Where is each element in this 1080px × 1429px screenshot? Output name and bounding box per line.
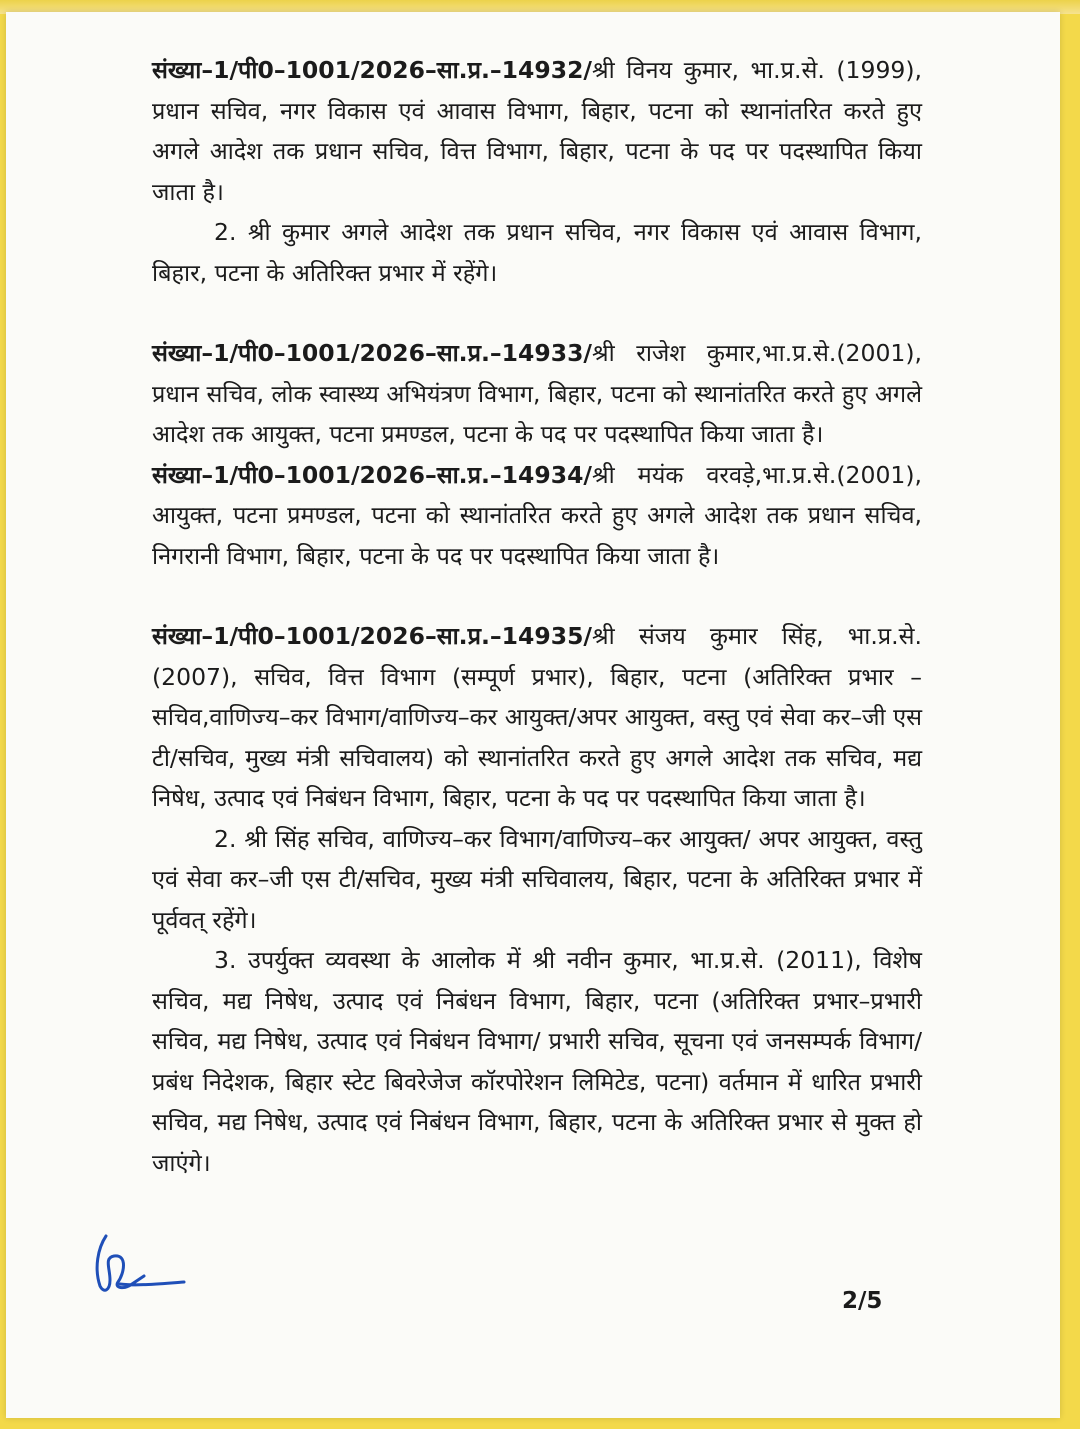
order-number: संख्या–1/पी0–1001/2026–सा.प्र.–14932/ — [152, 56, 593, 84]
order-text: श्री विनय कुमार, भा.प्र.से. (1999), प्रधान सचिव, नगर विकास एवं आवास विभाग, बिहार, पटना को स्थानांतरित करते हुए अगले आदेश तक प्रधान सचिव, वित्त विभाग, बिहार, पटना के पद पर पदस्थापित किया जाता है। — [152, 56, 922, 206]
order-1 — [152, 50, 922, 212]
order-text: श्री संजय कुमार सिंह, भा.प्र.से. (2007), सचिव, वित्त विभाग (सम्पूर्ण प्रभार), बिहार, पटना (अतिरिक्त प्रभार –सचिव,वाणिज्य–कर विभाग/वाणिज्य–कर आयुक्त/अपर आयुक्त, वस्तु एवं सेवा कर–जी एस टी/सचिव, मुख्य मंत्री सचिवालय) को स्थानांतरित करते हुए अगले आदेश तक सचिव, मद्य निषेध, उत्पाद एवं निबंधन विभाग, बिहार, पटना के पद पर पदस्थापित किया जाता है। — [152, 622, 922, 812]
document-body — [152, 50, 922, 1183]
page-number: 2/5 — [842, 1288, 883, 1314]
order-1-clause-2: 2. श्री कुमार अगले आदेश तक प्रधान सचिव, नगर विकास एवं आवास विभाग, बिहार, पटना के अतिरिक्त प्रभार में रहेंगे। — [152, 218, 922, 287]
order-4-clause-3: 3. उपर्युक्त व्यवस्था के आलोक में श्री नवीन कुमार, भा.प्र.से. (2011), विशेष सचिव, मद्य निषेध, उत्पाद एवं निबंधन विभाग, बिहार, पटना (अतिरिक्त प्रभार–प्रभारी सचिव, मद्य निषेध, उत्पाद एवं निबंधन विभाग/ प्रभारी सचिव, सूचना एवं जनसम्पर्क विभाग/प्रबंध निदेशक, बिहार स्टेट बिवरेजेज कॉरपोरेशन लिमिटेड, पटना) वर्तमान में धारित प्रभारी सचिव, मद्य निषेध, उत्पाद एवं निबंधन विभाग, बिहार, पटना के अतिरिक्त प्रभार से मुक्त हो जाएंगे। — [152, 946, 922, 1177]
order-2 — [152, 333, 922, 455]
order-3 — [152, 455, 922, 577]
order-4-clause-2: 2. श्री सिंह सचिव, वाणिज्य–कर विभाग/वाणिज्य–कर आयुक्त/ अपर आयुक्त, वस्तु एवं सेवा कर–जी एस टी/सचिव, मुख्य मंत्री सचिवालय, बिहार, पटना के अतिरिक्त प्रभार में पूर्ववत् रहेंगे। — [152, 824, 922, 934]
order-number: संख्या–1/पी0–1001/2026–सा.प्र.–14933/ — [152, 339, 593, 367]
order-number: संख्या–1/पी0–1001/2026–सा.प्र.–14935/ — [152, 622, 593, 650]
order-text: श्री मयंक वरवड़े,भा.प्र.से.(2001), आयुक्त, पटना प्रमण्डल, पटना को स्थानांतरित करते हुए अगले आदेश तक प्रधान सचिव, निगरानी विभाग, बिहार, पटना के पद पर पदस्थापित किया जाता है। — [152, 460, 922, 570]
signature-initials — [84, 1228, 194, 1308]
order-text: श्री राजेश कुमार,भा.प्र.से.(2001), प्रधान सचिव, लोक स्वास्थ्य अभियंत्रण विभाग, बिहार, पटना को स्थानांतरित करते हुए अगले आदेश तक आयुक्त, पटना प्रमण्डल, पटना के पद पर पदस्थापित किया जाता है। — [152, 339, 922, 448]
order-4 — [152, 616, 922, 819]
order-number: संख्या–1/पी0–1001/2026–सा.प्र.–14934/ — [152, 460, 593, 489]
